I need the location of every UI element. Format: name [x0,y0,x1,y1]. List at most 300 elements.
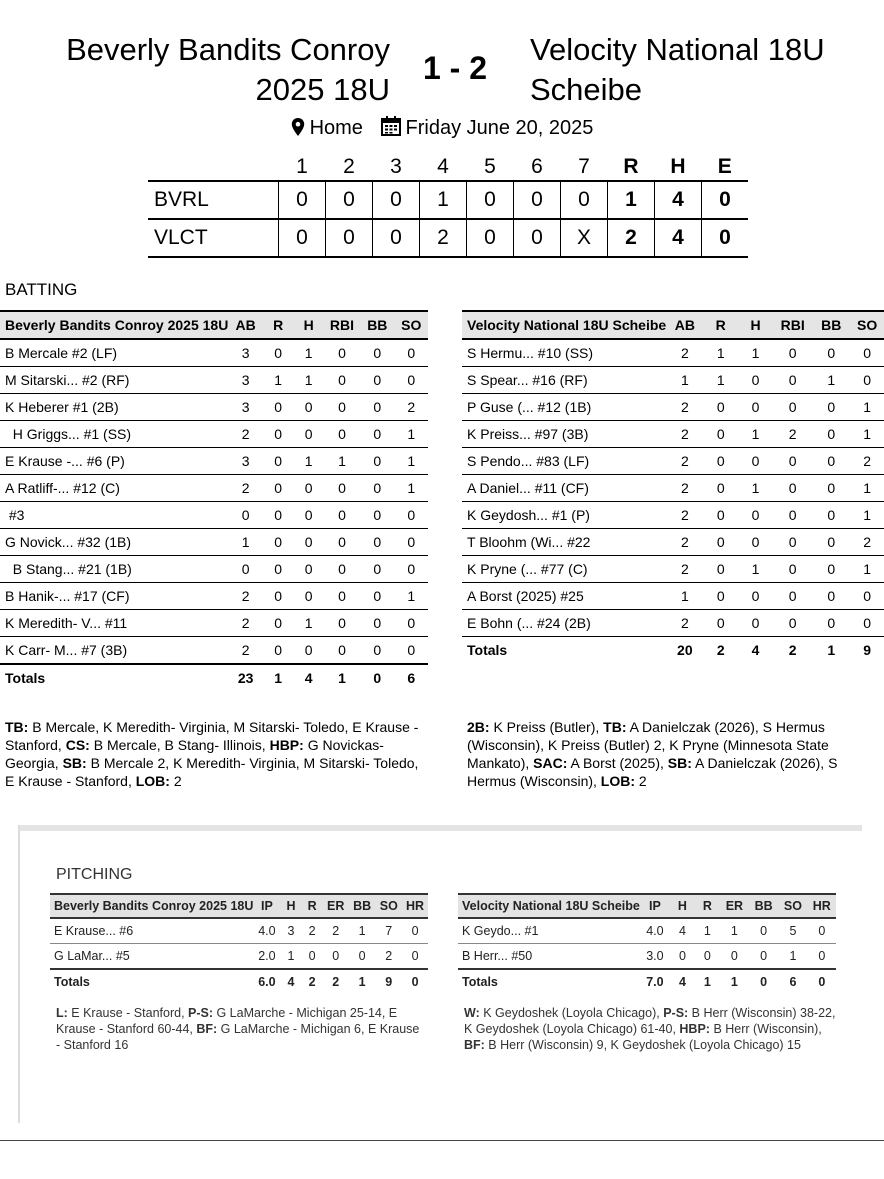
total-cell: 0 [749,969,778,994]
totals-label: Totals [0,664,228,691]
stat-cell: 2 [850,529,884,556]
note-label: P-S: [663,1006,689,1020]
note-text: B Herr (Wisconsin) 9, K Geydoshek (Loyola Chicago) 15 [484,1038,801,1052]
note-label: BF: [464,1038,485,1052]
total-cell: 0 [402,969,428,994]
note-label: P-S: [188,1006,214,1020]
stat-cell: 0 [293,475,324,502]
note-label: LOB: [600,773,636,789]
player-name: G Novick... #32 (1B) [0,529,228,556]
stat-cell: 0 [703,583,737,610]
stat-cell: 0 [324,339,360,367]
home-team-name: Beverly Bandits Conroy 2025 18U [66,32,390,107]
stat-cell: 0 [703,502,737,529]
stat-cell: 0 [773,339,812,367]
inning-header: 7 [578,155,590,178]
batter-row [462,610,884,637]
stat-cell: 0 [395,529,428,556]
stat-cell: 0 [773,502,812,529]
stat-cell: 2.0 [253,944,280,970]
stat-cell: 0 [360,529,395,556]
note-text: E Krause - Stanford, [67,1006,189,1020]
inning-score: 1 [420,181,467,219]
stat-cell: 2 [666,448,703,475]
stat-cell: 0 [293,394,324,421]
stat-cell: 4.0 [253,918,280,944]
total-cell: 1 [324,664,360,691]
stat-cell: 0 [749,944,778,970]
stat-cell: 0 [323,944,349,970]
note-label: TB: [5,719,29,735]
stat-cell: 0 [293,529,324,556]
stat-cell: 0 [360,339,395,367]
stat-cell: 2 [302,918,323,944]
linescore-row [148,219,748,257]
stat-cell: 2 [228,637,263,665]
player-name: B Mercale #2 (LF) [0,339,228,367]
total-cell: 0 [808,969,836,994]
stat-cell: 0 [360,610,395,637]
stat-cell: 0 [703,448,737,475]
batter-row [0,637,428,665]
player-name: K Geydo... #1 [458,918,640,944]
stat-cell: 2 [666,475,703,502]
pitcher-row [50,918,428,944]
stat-cell: 4 [670,918,695,944]
stat-cell: 0 [360,475,395,502]
stat-cell: 1 [324,448,360,475]
stat-cell: 0 [263,637,294,665]
stat-cell: 0 [812,448,850,475]
stat-cell: 2 [850,448,884,475]
inning-score: 0 [279,219,326,257]
stat-cell: 0 [738,448,773,475]
home-batting-notes [5,718,430,790]
batter-row [462,339,884,367]
stat-cell: 0 [402,918,428,944]
stat-cell: 0 [360,394,395,421]
stat-cell: 1 [720,918,749,944]
stat-cell: 0 [324,583,360,610]
note-text: G LaMarche - Michigan 6, E Krause - Stanford 16 [56,1022,420,1052]
inning-score: 0 [467,181,514,219]
stat-cell: 0 [812,502,850,529]
total-cell: 9 [375,969,402,994]
note-text: B Herr (Wisconsin) 38-22, K Geydoshek (Loyola Chicago) 61-40, [464,1006,836,1036]
note-label: HBP: [269,737,304,753]
stat-cell: 0 [324,367,360,394]
stat-column-header: H [293,311,324,339]
stat-cell: 0 [703,556,737,583]
totals-row [458,969,836,994]
stat-cell: 3 [228,367,263,394]
stat-cell: 0 [395,502,428,529]
stat-cell: 0 [808,918,836,944]
stat-cell: 1 [850,421,884,448]
note-label: CS: [65,737,90,753]
inning-header: 6 [531,155,543,178]
stat-cell: 1 [738,339,773,367]
inning-score: 0 [279,181,326,219]
total-cell: 1 [263,664,294,691]
stat-cell: 1 [850,475,884,502]
runs-header: R [623,155,639,178]
runs-total: 1 [608,181,655,219]
stat-column-header: ER [323,894,349,918]
stat-cell: 1 [293,610,324,637]
note-text: K Geydoshek (Loyola Chicago), [479,1006,664,1020]
stat-cell: 1 [666,583,703,610]
team-column-header: Velocity National 18U Scheibe [462,311,666,339]
away-batting-table [462,310,884,663]
stat-cell: 0 [324,421,360,448]
totals-label: Totals [50,969,253,994]
away-batting-notes [467,718,884,790]
stat-cell: 0 [263,448,294,475]
player-name: E Krause -... #6 (P) [0,448,228,475]
note-text: A Borst (2025), [567,755,668,771]
batter-row [462,448,884,475]
note-text: 2 [635,773,647,789]
player-name: K Preiss... #97 (3B) [462,421,666,448]
note-label: W: [464,1006,480,1020]
player-name: #3 [0,502,228,529]
totals-row [50,969,428,994]
location [291,117,363,140]
stat-cell: 0 [263,394,294,421]
stat-cell: 0 [263,502,294,529]
batter-row [0,502,428,529]
stat-cell: 2 [666,339,703,367]
stat-cell: 0 [738,529,773,556]
stat-cell: 0 [738,583,773,610]
stat-column-header: H [738,311,773,339]
total-cell: 1 [695,969,720,994]
note-text: B Mercale, B Stang- Illinois, [89,737,270,753]
note-text: B Mercale, K Meredith- Virginia, M Sitarski- Toledo, E Krause - Stanford, [5,719,419,753]
inning-score: 0 [561,181,608,219]
home-batting-table [0,310,428,691]
stat-column-header: R [695,894,720,918]
stat-cell: 0 [773,529,812,556]
stat-cell: 2 [375,944,402,970]
stat-cell: 0 [293,637,324,665]
stat-cell: 0 [324,475,360,502]
batter-row [462,367,884,394]
stat-cell: 0 [324,556,360,583]
stat-cell: 0 [850,367,884,394]
stat-cell: 1 [778,944,807,970]
stat-column-header: IP [640,894,670,918]
note-label: TB: [603,719,627,735]
total-cell: 2 [788,642,797,658]
runs-total: 2 [608,219,655,257]
batter-row [462,394,884,421]
stat-column-header: BB [749,894,778,918]
linescore-table [148,154,748,258]
date-text: Friday June 20, 2025 [405,117,594,139]
hits-header: H [670,155,686,178]
linescore-row [148,181,748,219]
batter-row [0,448,428,475]
stat-cell: 1 [703,339,737,367]
player-name: M Sitarski... #2 (RF) [0,367,228,394]
stat-cell: 0 [773,367,812,394]
stat-cell: 0 [263,556,294,583]
inning-score: 0 [514,219,561,257]
date [381,116,594,140]
stat-cell: 0 [395,637,428,665]
team-abbr: VLCT [148,219,279,257]
stat-column-header: RBI [324,311,360,339]
stat-cell: 0 [850,610,884,637]
inning-score: 2 [420,219,467,257]
stat-cell: 0 [395,339,428,367]
stat-cell: 0 [738,502,773,529]
stat-cell: 0 [703,529,737,556]
stat-cell: 0 [738,394,773,421]
inning-header: 5 [484,155,496,178]
stat-cell: 0 [324,610,360,637]
game-score: 1 - 2 [422,50,488,86]
total-cell: 2 [323,969,349,994]
stat-column-header: HR [402,894,428,918]
team-column-header: Beverly Bandits Conroy 2025 18U [50,894,253,918]
stat-cell: 0 [263,610,294,637]
total-cell: 23 [228,664,263,691]
batter-row [462,421,884,448]
stat-cell: 2 [395,394,428,421]
stat-cell: 1 [293,448,324,475]
stat-cell: 0 [360,448,395,475]
stat-cell: 1 [280,944,301,970]
total-cell: 1 [720,969,749,994]
total-cell: 4 [751,642,760,658]
hits-total: 4 [655,219,702,257]
stat-cell: 1 [395,448,428,475]
batter-row [0,394,428,421]
stat-column-header: SO [375,894,402,918]
player-name: E Bohn (... #24 (2B) [462,610,666,637]
stat-cell: 0 [293,583,324,610]
bottom-divider [0,1140,884,1141]
inning-score: 0 [514,181,561,219]
panel-divider [20,825,862,831]
note-label: L: [56,1006,68,1020]
errors-header: E [717,155,732,178]
away-pitching-table [458,893,836,994]
stat-cell: 1 [738,421,773,448]
totals-label: Totals [458,969,640,994]
note-label: SAC: [533,755,568,771]
total-cell: 20 [677,642,693,658]
stat-cell: 0 [263,421,294,448]
player-name: E Krause... #6 [50,918,253,944]
stat-cell: 0 [228,502,263,529]
calendar-icon [381,116,401,136]
stat-cell: 0 [773,475,812,502]
stat-cell: 2 [228,583,263,610]
batter-row [462,583,884,610]
stat-cell: 0 [293,502,324,529]
player-name: B Hanik-... #17 (CF) [0,583,228,610]
stat-cell: 0 [812,339,850,367]
stat-column-header: AB [666,311,703,339]
stat-column-header: R [302,894,323,918]
batter-row [462,556,884,583]
team-column-header: Beverly Bandits Conroy 2025 18U [0,311,228,339]
stat-cell: 1 [666,367,703,394]
stat-cell: 0 [808,944,836,970]
batter-row [0,421,428,448]
away-pitching-notes [464,1005,844,1053]
stat-cell: 2 [666,421,703,448]
stat-cell: 1 [395,583,428,610]
stat-column-header: H [670,894,695,918]
note-text: A Danielczak (2026), S Hermus (Wisconsin), [467,755,838,789]
batter-row [0,475,428,502]
player-name: A Ratliff-... #12 (C) [0,475,228,502]
stat-cell: 0 [703,394,737,421]
stat-cell: 1 [850,502,884,529]
inning-header: 4 [437,155,449,178]
stat-cell: 0 [302,944,323,970]
stat-cell: 3 [280,918,301,944]
stat-cell: 0 [263,475,294,502]
stat-cell: 1 [850,556,884,583]
batting-section-title: BATTING [5,280,78,299]
errors-total: 0 [719,188,731,211]
stat-cell: 1 [738,556,773,583]
player-name: A Borst (2025) #25 [462,583,666,610]
player-name: B Herr... #50 [458,944,640,970]
stat-cell: 0 [850,583,884,610]
stat-column-header: SO [778,894,807,918]
note-text: K Preiss (Butler), [489,719,604,735]
note-text: G Novickas-Georgia, [5,737,384,771]
player-name: K Meredith- V... #11 [0,610,228,637]
stat-cell: 0 [695,944,720,970]
stat-cell: 2 [228,610,263,637]
batter-row [0,367,428,394]
batter-row [462,475,884,502]
stat-cell: 2 [666,556,703,583]
errors-total: 0 [719,226,731,249]
pitcher-row [458,944,836,970]
player-name: H Griggs... #1 (SS) [0,421,228,448]
stat-cell: 1 [395,421,428,448]
note-label: SB: [667,755,692,771]
stat-cell: 0 [360,556,395,583]
stat-cell: 0 [263,529,294,556]
stat-cell: 2 [228,421,263,448]
stat-cell: 0 [812,583,850,610]
total-cell: 2 [302,969,323,994]
stat-cell: 0 [324,637,360,665]
stat-cell: 2 [666,610,703,637]
stat-cell: 1 [738,475,773,502]
team-column-header: Velocity National 18U Scheibe [458,894,640,918]
stat-cell: 0 [773,610,812,637]
map-pin-icon [291,118,305,136]
player-name: G LaMar... #5 [50,944,253,970]
note-text: G LaMarche - Michigan 25-14, E Krause - Stanford 60-44, [56,1006,398,1036]
stat-cell: 1 [293,367,324,394]
stat-column-header: BB [349,894,376,918]
stat-cell: 0 [773,394,812,421]
stat-cell: 0 [349,944,376,970]
stat-cell: 1 [695,918,720,944]
hits-total: 4 [655,181,702,219]
total-cell: 6 [778,969,807,994]
stat-cell: 3 [228,394,263,421]
totals-row [462,637,884,664]
stat-cell: 0 [738,610,773,637]
inning-header: 2 [343,155,355,178]
stat-cell: 0 [703,421,737,448]
note-label: 2B: [467,719,490,735]
location-text: Home [309,117,363,139]
inning-score: 0 [326,219,373,257]
home-pitching-notes [56,1005,426,1053]
pitching-section-title: PITCHING [56,866,133,883]
note-label: SB: [62,755,87,771]
stat-cell: 0 [228,556,263,583]
stat-cell: 0 [360,502,395,529]
stat-cell: 0 [812,394,850,421]
note-text: A Danielczak (2026), S Hermus (Wisconsin), K Preiss (Butler) 2, K Pryne (Minnesota State Mankato), [467,719,829,771]
player-name: T Bloohm (Wi... #22 [462,529,666,556]
stat-cell: 0 [703,610,737,637]
stat-column-header: IP [253,894,280,918]
stat-cell: 0 [360,583,395,610]
stat-cell: 2 [228,475,263,502]
inning-score: 0 [373,219,420,257]
stat-cell: 0 [812,556,850,583]
stat-column-header: SO [850,311,884,339]
stat-cell: 1 [703,367,737,394]
total-cell: 4 [670,969,695,994]
stat-column-header: BB [360,311,395,339]
total-cell: 6 [395,664,428,691]
pitcher-row [458,918,836,944]
stat-cell: 1 [850,394,884,421]
stat-cell: 3 [228,339,263,367]
batter-row [462,502,884,529]
total-cell: 9 [863,642,872,658]
total-cell: 2 [716,642,725,658]
stat-cell: 0 [395,367,428,394]
stat-cell: 0 [670,944,695,970]
stat-cell: 2 [773,421,812,448]
stat-cell: 0 [360,637,395,665]
stat-cell: 1 [228,529,263,556]
player-name: S Spear... #16 (RF) [462,367,666,394]
stat-cell: 5 [778,918,807,944]
totals-label: Totals [467,642,508,658]
stat-cell: 0 [812,421,850,448]
player-name: K Heberer #1 (2B) [0,394,228,421]
player-name: K Carr- M... #7 (3B) [0,637,228,665]
note-text: B Herr (Wisconsin), [709,1022,822,1036]
total-cell: 7.0 [640,969,670,994]
total-cell: 0 [360,664,395,691]
stat-cell: 0 [395,556,428,583]
inning-score: 0 [326,181,373,219]
inning-header: 1 [296,155,308,178]
stat-cell: 2 [666,529,703,556]
stat-cell: 0 [703,475,737,502]
